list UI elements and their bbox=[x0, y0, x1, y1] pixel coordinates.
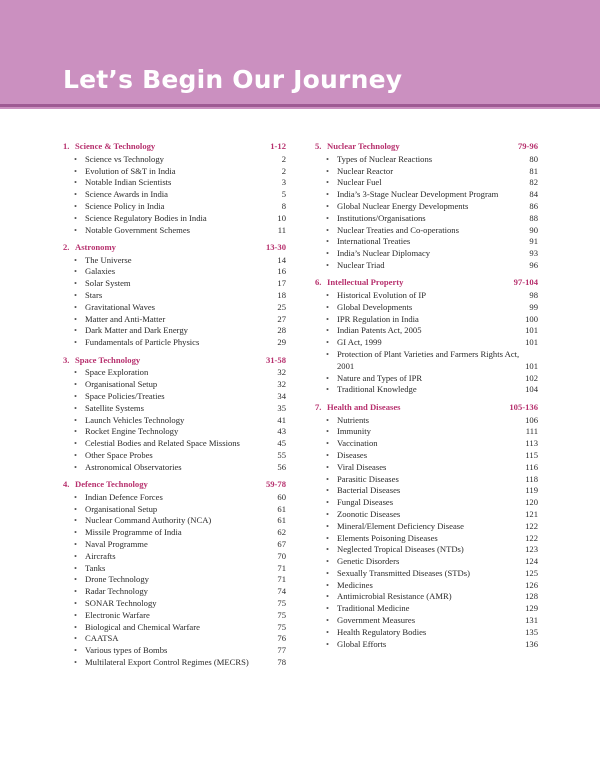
entry-label: • Parasitic Diseases bbox=[315, 474, 399, 486]
entry-page-number: 111 bbox=[525, 426, 538, 437]
entry-label: • Indian Defence Forces bbox=[63, 492, 163, 504]
section-title-group bbox=[315, 277, 403, 289]
entry-page-number: 93 bbox=[529, 248, 538, 259]
entry-label: • Elements Poisoning Diseases bbox=[315, 533, 438, 545]
entry-label: • Tanks bbox=[63, 563, 105, 575]
toc-entry[interactable] bbox=[63, 415, 286, 427]
section-title: Intellectual Property bbox=[327, 277, 404, 288]
entry-page-number: 122 bbox=[525, 520, 538, 531]
entry-label: • Space Exploration bbox=[63, 367, 148, 379]
entry-page-number: 35 bbox=[277, 402, 286, 413]
toc-entry[interactable] bbox=[315, 591, 538, 603]
entry-page-number: 125 bbox=[525, 567, 538, 578]
entry-page-number: 100 bbox=[525, 313, 538, 324]
entry-page-number: 135 bbox=[525, 626, 538, 637]
toc-entry[interactable] bbox=[315, 166, 538, 178]
entry-label: • Immunity bbox=[315, 426, 371, 438]
toc-entry[interactable] bbox=[315, 533, 538, 545]
toc-entry[interactable] bbox=[63, 367, 286, 379]
section-title: Astronomy bbox=[75, 241, 116, 252]
entry-label: • GI Act, 1999 bbox=[315, 337, 382, 349]
entry-label: • Evolution of S&T in India bbox=[63, 166, 176, 178]
entry-page-number: 2 bbox=[281, 165, 286, 176]
entry-page-number: 34 bbox=[277, 390, 286, 401]
entry-label: • Global Efforts bbox=[315, 639, 386, 651]
toc-entry[interactable] bbox=[315, 177, 538, 189]
toc-entry[interactable] bbox=[315, 438, 538, 450]
entry-label: • Organisational Setup bbox=[63, 379, 157, 391]
entry-page-number: 3 bbox=[281, 177, 286, 188]
entry-label: • Galaxies bbox=[63, 266, 115, 278]
entry-label: • Medicines bbox=[315, 580, 373, 592]
toc-entry[interactable] bbox=[315, 248, 538, 260]
entry-label: • Genetic Disorders bbox=[315, 556, 399, 568]
entry-page-number: 27 bbox=[277, 313, 286, 324]
entry-page-number: 96 bbox=[529, 259, 538, 270]
toc-entry[interactable] bbox=[315, 568, 538, 580]
entry-label: • Science Policy in India bbox=[63, 201, 164, 213]
entry-label: • Nutrients bbox=[315, 415, 369, 427]
entry-label: • Traditional Medicine bbox=[315, 603, 409, 615]
toc-entry[interactable] bbox=[63, 337, 286, 349]
entry-label: • Aircrafts bbox=[63, 551, 116, 563]
toc-entry[interactable] bbox=[315, 213, 538, 225]
entry-label: • Naval Programme bbox=[63, 539, 148, 551]
toc-entry[interactable] bbox=[315, 639, 538, 651]
entry-label: • India’s 3-Stage Nuclear Development Program bbox=[315, 189, 498, 201]
entry-page-number: 75 bbox=[277, 621, 286, 632]
entry-page-number: 115 bbox=[525, 449, 538, 460]
section-heading[interactable] bbox=[63, 242, 286, 255]
entry-page-number: 71 bbox=[277, 562, 286, 573]
entry-page-number: 14 bbox=[277, 254, 286, 265]
entry-page-number: 76 bbox=[277, 633, 286, 644]
entry-label: • IPR Regulation in India bbox=[315, 314, 419, 326]
entry-page-number: 43 bbox=[277, 426, 286, 437]
header-divider bbox=[0, 104, 600, 109]
entry-page-number: 91 bbox=[529, 236, 538, 247]
toc-section bbox=[315, 402, 538, 651]
toc-entry[interactable] bbox=[63, 302, 286, 314]
toc-entry[interactable] bbox=[63, 598, 286, 610]
toc-entry[interactable] bbox=[63, 574, 286, 586]
toc-entry[interactable] bbox=[63, 586, 286, 598]
entry-page-number: 84 bbox=[529, 189, 538, 200]
toc-section bbox=[63, 141, 286, 236]
entry-label: • Other Space Probes bbox=[63, 450, 153, 462]
entry-page-number: 75 bbox=[277, 597, 286, 608]
toc-entry[interactable] bbox=[63, 645, 286, 657]
entry-label: • Nuclear Command Authority (NCA) bbox=[63, 515, 211, 527]
entry-label: • CAATSA bbox=[63, 633, 118, 645]
entry-page-number: 41 bbox=[277, 414, 286, 425]
entry-page-number: 126 bbox=[525, 579, 538, 590]
toc-entry[interactable] bbox=[63, 426, 286, 438]
toc-entry[interactable] bbox=[315, 450, 538, 462]
entry-page-number: 74 bbox=[277, 586, 286, 597]
toc-entry[interactable] bbox=[63, 462, 286, 474]
toc-entry[interactable] bbox=[315, 236, 538, 248]
entry-label: • Nuclear Reactor bbox=[315, 166, 393, 178]
section-page-range: 105-136 bbox=[509, 401, 538, 412]
entry-label: • SONAR Technology bbox=[63, 598, 157, 610]
entry-page-number: 78 bbox=[277, 656, 286, 667]
toc-entry[interactable] bbox=[315, 201, 538, 213]
entry-page-number: 75 bbox=[277, 609, 286, 620]
entry-label: • Dark Matter and Dark Energy bbox=[63, 325, 188, 337]
entry-page-number: 122 bbox=[525, 532, 538, 543]
entry-page-number: 56 bbox=[277, 461, 286, 472]
entry-label: • Multilateral Export Control Regimes (MECRS) bbox=[63, 657, 249, 669]
entry-page-number: 119 bbox=[525, 485, 538, 496]
entry-page-number: 131 bbox=[525, 615, 538, 626]
toc-entry[interactable] bbox=[315, 373, 538, 385]
section-title: Health and Diseases bbox=[327, 401, 401, 412]
toc-section bbox=[315, 277, 538, 396]
toc-entry[interactable] bbox=[315, 462, 538, 474]
toc-entry[interactable] bbox=[63, 657, 286, 669]
toc-entry[interactable] bbox=[315, 509, 538, 521]
entry-page-number: 102 bbox=[525, 372, 538, 383]
entry-label: • Protection of Plant Varieties and Farmers Rights Act, 2001 bbox=[315, 349, 522, 373]
section-title-group bbox=[63, 479, 148, 491]
entry-label: • Gravitational Waves bbox=[63, 302, 155, 314]
entry-label: • Traditional Knowledge bbox=[315, 384, 417, 396]
entry-page-number: 106 bbox=[525, 414, 538, 425]
entry-page-number: 86 bbox=[529, 200, 538, 211]
section-title: Science & Technology bbox=[75, 141, 156, 151]
toc-entry[interactable] bbox=[63, 450, 286, 462]
toc-entry[interactable] bbox=[315, 325, 538, 337]
entry-page-number: 101 bbox=[525, 337, 538, 348]
entry-label: • Organisational Setup bbox=[63, 504, 157, 516]
entry-label: • Neglected Tropical Diseases (NTDs) bbox=[315, 544, 464, 556]
section-title: Nuclear Technology bbox=[327, 141, 400, 151]
entry-page-number: 81 bbox=[529, 165, 538, 176]
entry-page-number: 17 bbox=[277, 278, 286, 289]
entry-page-number: 29 bbox=[277, 337, 286, 348]
toc-entry[interactable] bbox=[63, 278, 286, 290]
entry-page-number: 71 bbox=[277, 574, 286, 585]
entry-label: • Science Awards in India bbox=[63, 189, 168, 201]
toc-entry[interactable] bbox=[315, 189, 538, 201]
toc-entry[interactable] bbox=[315, 290, 538, 302]
toc-entry[interactable] bbox=[63, 551, 286, 563]
section-number: 4. bbox=[63, 479, 70, 490]
entry-label: • Diseases bbox=[315, 450, 367, 462]
section-title-group bbox=[63, 141, 155, 153]
entry-label: • Viral Diseases bbox=[315, 462, 386, 474]
toc-entry[interactable] bbox=[63, 189, 286, 201]
entry-label: • Nuclear Triad bbox=[315, 260, 385, 272]
entry-label: • Vaccination bbox=[315, 438, 378, 450]
entry-page-number: 123 bbox=[525, 544, 538, 555]
entry-label: • Mineral/Element Deficiency Disease bbox=[315, 521, 464, 533]
toc-entry[interactable] bbox=[315, 384, 538, 396]
entry-label: • India’s Nuclear Diplomacy bbox=[315, 248, 430, 260]
toc-entry[interactable] bbox=[63, 515, 286, 527]
section-heading[interactable] bbox=[63, 141, 286, 154]
section-number: 7. bbox=[315, 401, 322, 412]
toc-section bbox=[315, 141, 538, 272]
entry-page-number: 5 bbox=[281, 189, 286, 200]
entry-page-number: 55 bbox=[277, 449, 286, 460]
entry-label: • Solar System bbox=[63, 278, 131, 290]
toc-entry[interactable] bbox=[315, 544, 538, 556]
toc-entry[interactable] bbox=[315, 415, 538, 427]
entry-page-number: 136 bbox=[525, 638, 538, 649]
entry-page-number: 2 bbox=[281, 153, 286, 164]
entry-page-number: 121 bbox=[525, 508, 538, 519]
section-title-group bbox=[315, 141, 400, 153]
toc-column-right bbox=[315, 141, 538, 656]
toc-entry[interactable] bbox=[315, 556, 538, 568]
entry-page-number: 25 bbox=[277, 301, 286, 312]
toc-entry[interactable] bbox=[63, 314, 286, 326]
entry-label: • Biological and Chemical Warfare bbox=[63, 622, 200, 634]
section-page-range: 59-78 bbox=[265, 479, 286, 490]
entry-page-number: 62 bbox=[277, 527, 286, 538]
entry-page-number: 98 bbox=[529, 290, 538, 301]
entry-label: • Celestial Bodies and Related Space Missions bbox=[63, 438, 240, 450]
section-title: Space Technology bbox=[75, 354, 141, 365]
section-heading[interactable] bbox=[63, 355, 286, 368]
toc-entry[interactable] bbox=[315, 314, 538, 326]
entry-page-number: 61 bbox=[277, 515, 286, 526]
toc-entry[interactable] bbox=[315, 497, 538, 509]
section-heading[interactable] bbox=[315, 141, 538, 154]
toc-entry[interactable] bbox=[315, 627, 538, 639]
entry-page-number: 11 bbox=[277, 224, 286, 235]
section-number: 3. bbox=[63, 354, 70, 365]
toc-entry[interactable] bbox=[315, 485, 538, 497]
entry-page-number: 101 bbox=[525, 325, 538, 336]
toc-entry[interactable] bbox=[315, 225, 538, 237]
section-page-range: 31-58 bbox=[265, 354, 286, 365]
entry-label: • Science vs Technology bbox=[63, 154, 164, 166]
entry-label: • Matter and Anti-Matter bbox=[63, 314, 165, 326]
entry-label: • Health Regulatory Bodies bbox=[315, 627, 426, 639]
entry-page-number: 32 bbox=[277, 367, 286, 378]
entry-label: • Zoonotic Diseases bbox=[315, 509, 400, 521]
section-title-group bbox=[315, 402, 401, 414]
toc-entry[interactable] bbox=[63, 379, 286, 391]
toc-entry[interactable] bbox=[315, 302, 538, 314]
section-number: 5. bbox=[315, 141, 322, 151]
section-page-range: 1-12 bbox=[270, 141, 286, 151]
toc-entry[interactable] bbox=[63, 633, 286, 645]
entry-label: • Science Regulatory Bodies in India bbox=[63, 213, 207, 225]
toc-section bbox=[63, 355, 286, 474]
entry-page-number: 77 bbox=[277, 645, 286, 656]
entry-label: • Missile Programme of India bbox=[63, 527, 182, 539]
entry-page-number: 28 bbox=[277, 325, 286, 336]
entry-label: • Astronomical Observatories bbox=[63, 462, 182, 474]
entry-label: • Nuclear Treaties and Co-operations bbox=[315, 225, 459, 237]
toc-entry[interactable] bbox=[63, 391, 286, 403]
toc-entry[interactable] bbox=[63, 563, 286, 575]
entry-label: • Antimicrobial Resistance (AMR) bbox=[315, 591, 452, 603]
entry-page-number: 88 bbox=[529, 212, 538, 223]
section-number: 6. bbox=[315, 277, 322, 288]
entry-page-number: 67 bbox=[277, 539, 286, 549]
toc-entry[interactable] bbox=[315, 474, 538, 486]
entry-label: • Nuclear Fuel bbox=[315, 177, 382, 189]
toc-entry[interactable] bbox=[63, 166, 286, 178]
entry-label: • Government Measures bbox=[315, 615, 415, 627]
section-page-range: 13-30 bbox=[265, 241, 286, 252]
entry-page-number: 90 bbox=[529, 224, 538, 235]
entry-label: • Institutions/Organisations bbox=[315, 213, 426, 225]
toc-entry[interactable] bbox=[63, 225, 286, 237]
toc-entry[interactable] bbox=[63, 527, 286, 539]
toc-entry[interactable] bbox=[315, 349, 538, 373]
header-banner bbox=[0, 0, 600, 105]
toc-entry[interactable] bbox=[315, 154, 538, 166]
entry-label: • Radar Technology bbox=[63, 586, 148, 598]
section-page-range: 97-104 bbox=[513, 277, 538, 288]
section-title: Defence Technology bbox=[75, 479, 148, 490]
entry-label: • Fundamentals of Particle Physics bbox=[63, 337, 199, 349]
entry-label: • Global Developments bbox=[315, 302, 412, 314]
section-heading[interactable] bbox=[63, 479, 286, 492]
section-title-group bbox=[63, 355, 140, 367]
toc-section bbox=[63, 242, 286, 349]
toc-entry[interactable] bbox=[63, 177, 286, 189]
entry-page-number: 70 bbox=[277, 550, 286, 561]
toc-entry[interactable] bbox=[63, 438, 286, 450]
entry-label: • Space Policies/Treaties bbox=[63, 391, 165, 403]
entry-page-number: 8 bbox=[281, 200, 286, 211]
toc-entry[interactable] bbox=[315, 426, 538, 438]
entry-label: • Historical Evolution of IP bbox=[315, 290, 426, 302]
toc-entry[interactable] bbox=[63, 266, 286, 278]
toc-entry[interactable] bbox=[63, 290, 286, 302]
entry-page-number: 116 bbox=[525, 461, 538, 472]
toc-entry[interactable] bbox=[63, 539, 286, 551]
toc-entry[interactable] bbox=[63, 201, 286, 213]
entry-label: • Notable Government Schemes bbox=[63, 225, 190, 237]
entry-page-number: 18 bbox=[277, 290, 286, 301]
entry-label: • Fungal Diseases bbox=[315, 497, 393, 509]
section-number: 1. bbox=[63, 141, 70, 151]
entry-page-number: 45 bbox=[277, 438, 286, 449]
toc-entry[interactable] bbox=[63, 213, 286, 225]
entry-page-number: 80 bbox=[529, 153, 538, 164]
toc-entry[interactable] bbox=[63, 403, 286, 415]
entry-label: • Launch Vehicles Technology bbox=[63, 415, 184, 427]
section-heading[interactable] bbox=[315, 277, 538, 290]
entry-label: • The Universe bbox=[63, 255, 132, 267]
entry-page-number: 99 bbox=[529, 301, 538, 312]
section-page-range: 79-96 bbox=[517, 141, 538, 151]
entry-label: • International Treaties bbox=[315, 236, 410, 248]
entry-label: • Sexually Transmitted Diseases (STDs) bbox=[315, 568, 470, 580]
toc-column-left bbox=[63, 141, 286, 674]
entry-label: • Notable Indian Scientists bbox=[63, 177, 171, 189]
entry-page-number: 16 bbox=[277, 266, 286, 277]
toc-entry[interactable] bbox=[315, 615, 538, 627]
section-title-group bbox=[63, 242, 116, 254]
toc-entry[interactable] bbox=[315, 580, 538, 592]
toc-entry[interactable] bbox=[63, 622, 286, 634]
toc-entry[interactable] bbox=[63, 504, 286, 516]
entry-label: • Electronic Warfare bbox=[63, 610, 150, 622]
entry-page-number: 113 bbox=[525, 438, 538, 449]
toc-entry[interactable] bbox=[315, 337, 538, 349]
entry-label: • Bacterial Diseases bbox=[315, 485, 400, 497]
toc-entry[interactable] bbox=[63, 154, 286, 166]
entry-label: • Drone Technology bbox=[63, 574, 149, 586]
entry-page-number: 61 bbox=[277, 503, 286, 514]
entry-page-number: 10 bbox=[277, 212, 286, 223]
section-heading[interactable] bbox=[315, 402, 538, 415]
page-title: Let’s Begin Our Journey bbox=[63, 65, 403, 94]
entry-page-number: 128 bbox=[525, 591, 538, 602]
toc-entry[interactable] bbox=[63, 255, 286, 267]
entry-label: • Satellite Systems bbox=[63, 403, 144, 415]
entry-page-number: 124 bbox=[525, 556, 538, 567]
toc-entry[interactable] bbox=[315, 521, 538, 533]
entry-page-number: 118 bbox=[525, 473, 538, 484]
entry-page-number: 120 bbox=[525, 497, 538, 508]
entry-label: • Types of Nuclear Reactions bbox=[315, 154, 432, 166]
entry-label: • Global Nuclear Energy Developments bbox=[315, 201, 468, 213]
entry-page-number: 129 bbox=[525, 603, 538, 614]
toc-entry[interactable] bbox=[63, 610, 286, 622]
toc-entry[interactable] bbox=[63, 492, 286, 504]
section-number: 2. bbox=[63, 241, 70, 252]
entry-page-number: 101 bbox=[525, 360, 538, 371]
entry-page-number: 104 bbox=[525, 384, 538, 395]
entry-label: • Rocket Engine Technology bbox=[63, 426, 178, 438]
entry-label: • Nature and Types of IPR bbox=[315, 373, 422, 385]
entry-page-number: 60 bbox=[277, 491, 286, 502]
entry-page-number: 82 bbox=[529, 177, 538, 188]
toc-section bbox=[63, 479, 286, 669]
toc-entry[interactable] bbox=[315, 603, 538, 615]
toc-entry[interactable] bbox=[315, 260, 538, 272]
entry-label: • Stars bbox=[63, 290, 102, 302]
entry-page-number: 32 bbox=[277, 379, 286, 390]
entry-label: • Indian Patents Act, 2005 bbox=[315, 325, 422, 337]
entry-label: • Various types of Bombs bbox=[63, 645, 167, 657]
toc-entry[interactable] bbox=[63, 325, 286, 337]
